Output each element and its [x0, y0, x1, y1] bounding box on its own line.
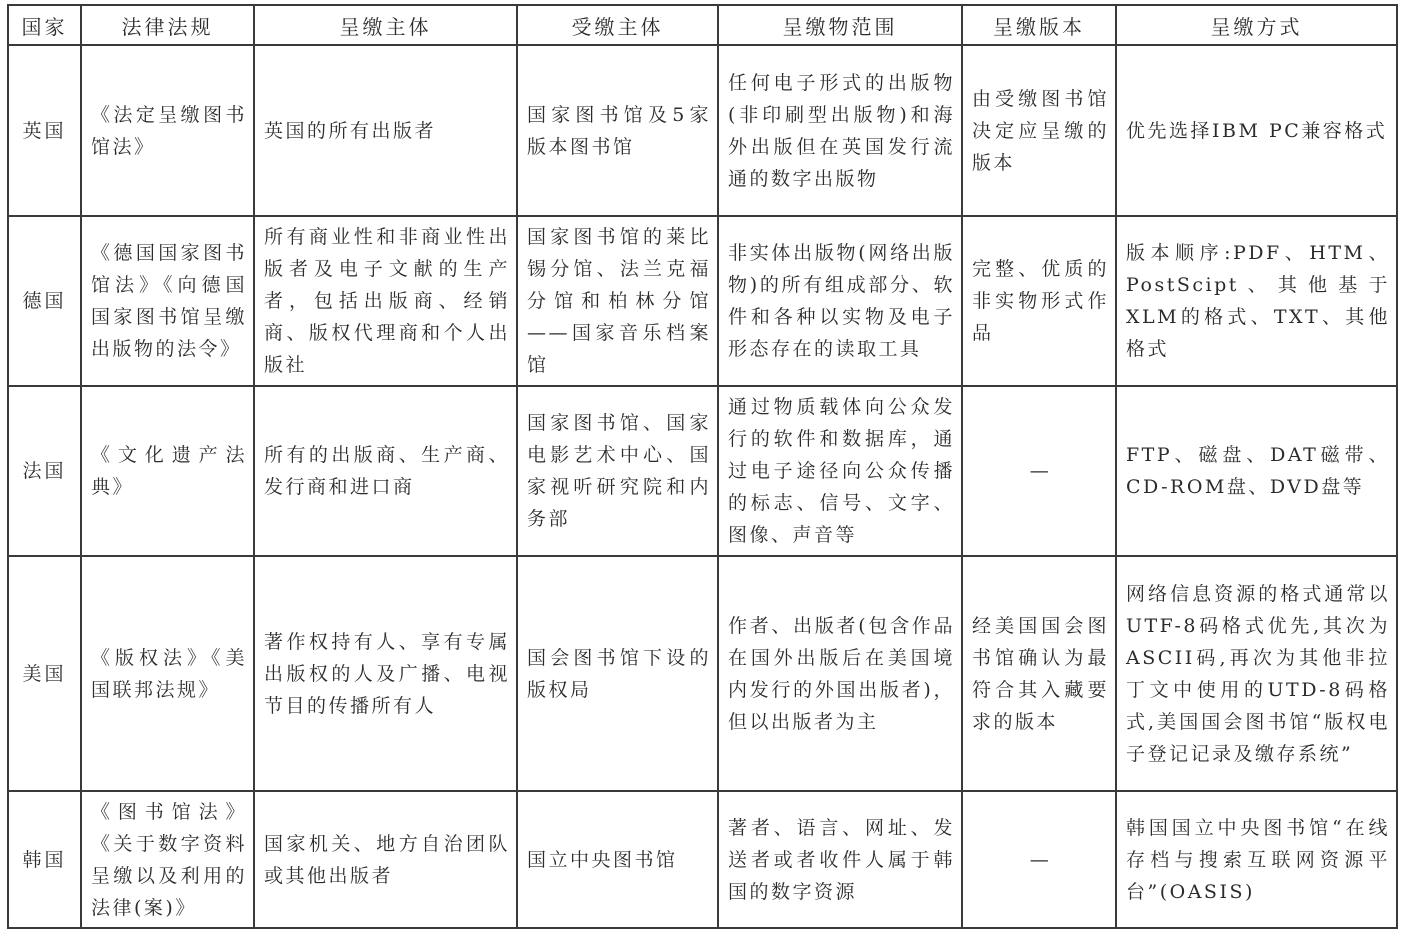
country-cell: 英国 — [8, 45, 81, 216]
scope-cell: 著者、语言、网址、发送者或者收件人属于韩国的数字资源 — [718, 791, 962, 928]
law-cell: 《德国国家图书馆法》《向德国国家图书馆呈缴出版物的法令》 — [81, 216, 254, 386]
version-cell: 由受缴图书馆决定应呈缴的版本 — [962, 45, 1116, 216]
version-cell: 完整、优质的非实物形式作品 — [962, 216, 1116, 386]
recipient-cell: 国家图书馆、国家电影艺术中心、国家视听研究院和内务部 — [517, 386, 718, 556]
header-country: 国家 — [8, 5, 81, 45]
header-depositor: 呈缴主体 — [254, 5, 517, 45]
method-cell: 版本顺序:PDF、HTM、PostScipt、其他基于XLM的格式、TXT、其他格式 — [1116, 216, 1397, 386]
header-row — [8, 5, 1397, 45]
country-cell: 韩国 — [8, 791, 81, 928]
recipient-cell: 国立中央图书馆 — [517, 791, 718, 928]
method-cell: 网络信息资源的格式通常以UTF-8码格式优先,其次为ASCII码,再次为其他非拉丁文中使用的UTD-8码格式,美国国会图书馆“版权电子登记记录及缴存系统” — [1116, 556, 1397, 791]
method-cell: FTP、磁盘、DAT磁带、CD-ROM盘、DVD盘等 — [1116, 386, 1397, 556]
header-method: 呈缴方式 — [1116, 5, 1397, 45]
method-cell: 优先选择IBM PC兼容格式 — [1116, 45, 1397, 216]
scope-cell: 作者、出版者(包含作品在国外出版后在美国境内发行的外国出版者)，但以出版者为主 — [718, 556, 962, 791]
law-cell: 《图书馆法》《关于数字资料呈缴以及利用的法律(案)》 — [81, 791, 254, 928]
depositor-cell: 所有商业性和非商业性出版者及电子文献的生产者，包括出版商、经销商、版权代理商和个人出版社 — [254, 216, 517, 386]
header-law: 法律法规 — [81, 5, 254, 45]
depositor-cell: 英国的所有出版者 — [254, 45, 517, 216]
scope-cell: 通过物质载体向公众发行的软件和数据库，通过电子途径向公众传播的标志、信号、文字、图像、声音等 — [718, 386, 962, 556]
header-recipient: 受缴主体 — [517, 5, 718, 45]
table-body — [8, 45, 1397, 928]
header-scope: 呈缴物范围 — [718, 5, 962, 45]
country-cell: 德国 — [8, 216, 81, 386]
depositor-cell: 所有的出版商、生产商、发行商和进口商 — [254, 386, 517, 556]
table-header — [8, 5, 1397, 45]
recipient-cell: 国家图书馆及5家版本图书馆 — [517, 45, 718, 216]
country-cell: 法国 — [8, 386, 81, 556]
recipient-cell: 国会图书馆下设的版权局 — [517, 556, 718, 791]
law-cell: 《文化遗产法典》 — [81, 386, 254, 556]
country-cell: 美国 — [8, 556, 81, 791]
table-row — [8, 386, 1397, 556]
law-cell: 《版权法》《美国联邦法规》 — [81, 556, 254, 791]
version-cell: — — [962, 386, 1116, 556]
law-cell: 《法定呈缴图书馆法》 — [81, 45, 254, 216]
legal-deposit-comparison-table — [7, 4, 1398, 929]
scope-cell: 非实体出版物(网络出版物)的所有组成部分、软件和各种以实物及电子形态存在的读取工具 — [718, 216, 962, 386]
table-row — [8, 791, 1397, 928]
header-version: 呈缴版本 — [962, 5, 1116, 45]
version-cell: — — [962, 791, 1116, 928]
depositor-cell: 著作权持有人、享有专属出版权的人及广播、电视节目的传播所有人 — [254, 556, 517, 791]
deposit-table-wrapper — [7, 4, 1398, 929]
table-row — [8, 556, 1397, 791]
method-cell: 韩国国立中央图书馆“在线存档与搜索互联网资源平台”(OASIS) — [1116, 791, 1397, 928]
scope-cell: 任何电子形式的出版物(非印刷型出版物)和海外出版但在英国发行流通的数字出版物 — [718, 45, 962, 216]
version-cell: 经美国国会图书馆确认为最符合其入藏要求的版本 — [962, 556, 1116, 791]
depositor-cell: 国家机关、地方自治团队或其他出版者 — [254, 791, 517, 928]
recipient-cell: 国家图书馆的莱比锡分馆、法兰克福分馆和柏林分馆——国家音乐档案馆 — [517, 216, 718, 386]
table-row — [8, 45, 1397, 216]
table-row — [8, 216, 1397, 386]
